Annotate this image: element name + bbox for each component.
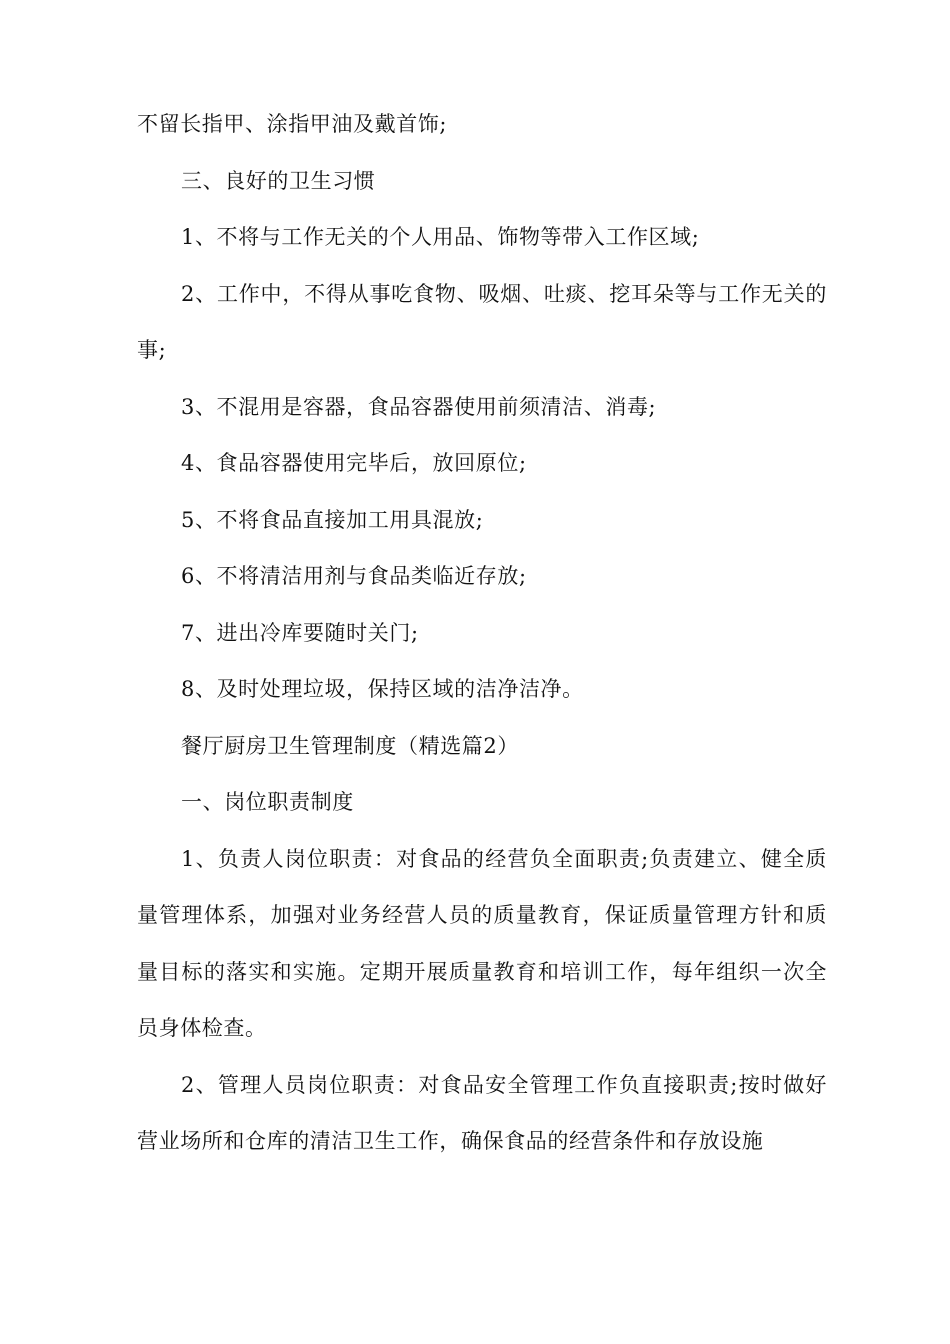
- section-heading-job-duties: 一、岗位职责制度: [181, 790, 354, 814]
- duty-paragraph-1: 1、负责人岗位职责：对食品的经营负全面职责;负责建立、健全质量管理体系，加强对业务经营人员的质量教育，保证质量管理方针和质量目标的落实和实施。定期开展质量教育和培训工作，每年组织一次全员身体检查。: [137, 846, 827, 1040]
- paragraph-jewelry-rule: 不留长指甲、涂指甲油及戴首饰;: [137, 112, 448, 136]
- section-heading-hygiene-habits: 三、良好的卫生习惯: [181, 168, 376, 193]
- list-item-3: 3、不混用是容器，食品容器使用前须清洁、消毒;: [181, 394, 657, 419]
- list-item-7: 7、进出冷库要随时关门;: [181, 620, 419, 645]
- list-item-1: 1、不将与工作无关的个人用品、饰物等带入工作区域;: [181, 225, 700, 249]
- article-title: 餐厅厨房卫生管理制度（精选篇2）: [181, 733, 519, 758]
- list-item-8: 8、及时处理垃圾，保持区域的洁净洁净。: [181, 677, 584, 701]
- document-body: [137, 96, 827, 1170]
- list-item-6: 6、不将清洁用剂与食品类临近存放;: [181, 564, 527, 588]
- duty-paragraph-2: 2、管理人员岗位职责：对食品安全管理工作负直接职责;按时做好营业场所和仓库的清洁卫生工作，确保食品的经营条件和存放设施: [137, 1072, 827, 1153]
- list-item-5: 5、不将食品直接加工用具混放;: [181, 507, 484, 532]
- list-item-4: 4、食品容器使用完毕后，放回原位;: [181, 451, 527, 475]
- list-item-2: 2、工作中，不得从事吃食物、吸烟、吐痰、挖耳朵等与工作无关的事;: [137, 281, 827, 362]
